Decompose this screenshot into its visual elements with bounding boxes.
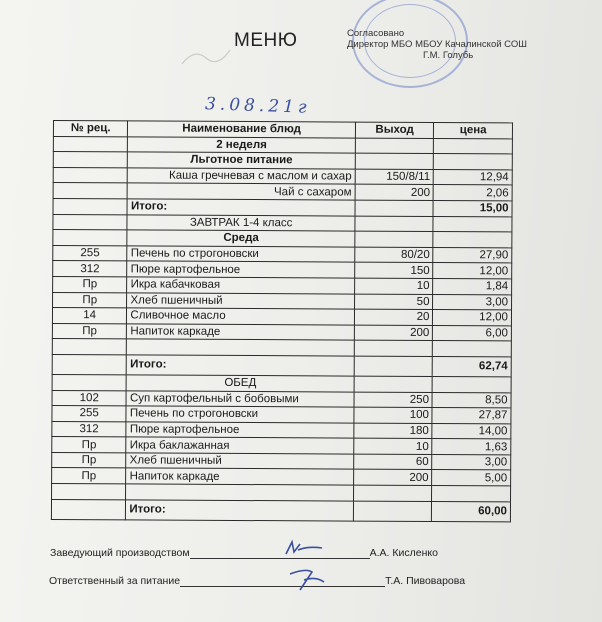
dish-output: 80/20 xyxy=(355,247,434,263)
dish-output: 180 xyxy=(354,423,433,439)
dish-name: Напиток каркаде xyxy=(127,324,355,341)
week-label: 2 неделя xyxy=(128,136,356,153)
total-row xyxy=(51,499,510,521)
manager-signature xyxy=(282,538,326,560)
dish-price: 12,00 xyxy=(433,263,512,279)
handwritten-date: 3.08.21г xyxy=(204,94,311,118)
total-value: 15,00 xyxy=(433,200,512,216)
dish-price: 2,06 xyxy=(434,185,513,201)
manager-name: А.А. Кисленко xyxy=(369,547,438,559)
day-label: Среда xyxy=(127,230,355,247)
manager-signature-line xyxy=(50,547,438,559)
lunch-title: ОБЕД xyxy=(127,375,355,392)
dish-name: Чай с сахаром xyxy=(128,183,356,200)
faded-mark xyxy=(180,44,232,70)
dish-name: Пюре картофельное xyxy=(126,422,354,439)
dish-output: 150/8/11 xyxy=(355,169,434,185)
total-row xyxy=(52,354,511,376)
dish-price: 3,00 xyxy=(432,454,511,470)
approval-line-1: Согласовано xyxy=(347,28,405,39)
dish-price: 27,87 xyxy=(432,408,511,424)
approval-line-2: Директор МБО МБОУ Качалинской СОШ xyxy=(347,39,527,50)
recipe-no: Пр xyxy=(52,468,127,484)
recipe-no: 102 xyxy=(52,390,127,406)
dish-name: Сливочное масло xyxy=(127,308,355,325)
dish-output: 200 xyxy=(353,470,432,486)
recipe-no: Пр xyxy=(53,276,128,292)
dish-output: 50 xyxy=(354,294,433,310)
signature-underline xyxy=(190,558,370,559)
signature-underline xyxy=(180,586,385,587)
recipe-no: 255 xyxy=(52,406,127,422)
page-title: МЕНЮ xyxy=(234,30,298,51)
recipe-no: 312 xyxy=(53,261,128,277)
col-header-output: Выход xyxy=(355,122,434,138)
col-header-dish: Наименование блюд xyxy=(128,121,356,138)
dish-name: Пюре картофельное xyxy=(127,261,355,278)
recipe-no: 312 xyxy=(52,421,127,437)
dish-name: Каша гречневая с маслом и сахар xyxy=(128,168,356,185)
dish-name: Икра кабачковая xyxy=(127,277,355,294)
dish-name: Суп картофельный с бобовыми xyxy=(126,390,354,407)
total-value: 60,00 xyxy=(432,501,511,521)
dish-price: 6,00 xyxy=(433,325,512,341)
total-value: 62,74 xyxy=(433,356,512,376)
total-label: Итого: xyxy=(127,199,355,216)
recipe-no: 14 xyxy=(52,308,127,324)
dish-output: 60 xyxy=(354,454,433,470)
approval-line-3: Г.М. Голубь xyxy=(423,50,474,61)
manager-label: Заведующий производством xyxy=(50,547,190,559)
recipe-no: Пр xyxy=(52,323,127,339)
menu-table xyxy=(51,120,513,522)
dish-name: Хлеб пшеничный xyxy=(127,292,355,309)
dish-name: Хлеб пшеничный xyxy=(126,453,354,470)
recipe-no: Пр xyxy=(52,437,127,453)
dish-name: Напиток каркаде xyxy=(126,468,354,485)
col-header-price: цена xyxy=(434,122,513,138)
dish-price: 5,00 xyxy=(432,470,511,486)
dish-name: Печень по строгоновски xyxy=(126,406,354,423)
breakfast-title: ЗАВТРАК 1-4 класс xyxy=(127,214,355,231)
dish-price: 27,90 xyxy=(433,247,512,263)
dish-output: 150 xyxy=(355,262,434,278)
recipe-no: Пр xyxy=(52,452,127,468)
col-header-recipe: № рец. xyxy=(53,121,128,137)
dish-price: 14,00 xyxy=(432,423,511,439)
dish-price: 12,94 xyxy=(434,169,513,185)
total-label: Итого: xyxy=(127,355,355,376)
dish-price: 1,84 xyxy=(433,278,512,294)
dish-name: Печень по строгоновски xyxy=(127,246,355,263)
dish-output: 100 xyxy=(354,407,433,423)
section-privileged: Льготное питание xyxy=(128,152,356,169)
dish-price: 8,50 xyxy=(432,392,511,408)
approval-block xyxy=(347,28,527,61)
dish-output: 200 xyxy=(355,184,434,200)
responsible-signature xyxy=(286,566,328,594)
dish-output: 250 xyxy=(354,392,433,408)
recipe-no: Пр xyxy=(53,292,128,308)
recipe-no: 255 xyxy=(53,245,128,261)
dish-output: 20 xyxy=(354,309,433,325)
total-label: Итого: xyxy=(126,500,354,521)
responsible-name: Т.А. Пивоварова xyxy=(385,575,466,587)
dish-output: 10 xyxy=(354,438,433,454)
responsible-label: Ответственный за питание xyxy=(49,575,181,587)
dish-price: 1,63 xyxy=(432,439,511,455)
recipe-no xyxy=(53,183,128,199)
dish-output: 10 xyxy=(355,278,434,294)
dish-price: 3,00 xyxy=(433,294,512,310)
recipe-no xyxy=(53,167,128,183)
responsible-signature-line xyxy=(49,575,465,587)
dish-price: 12,00 xyxy=(433,310,512,326)
dish-output: 200 xyxy=(354,325,433,341)
dish-name: Икра баклажанная xyxy=(126,437,354,454)
